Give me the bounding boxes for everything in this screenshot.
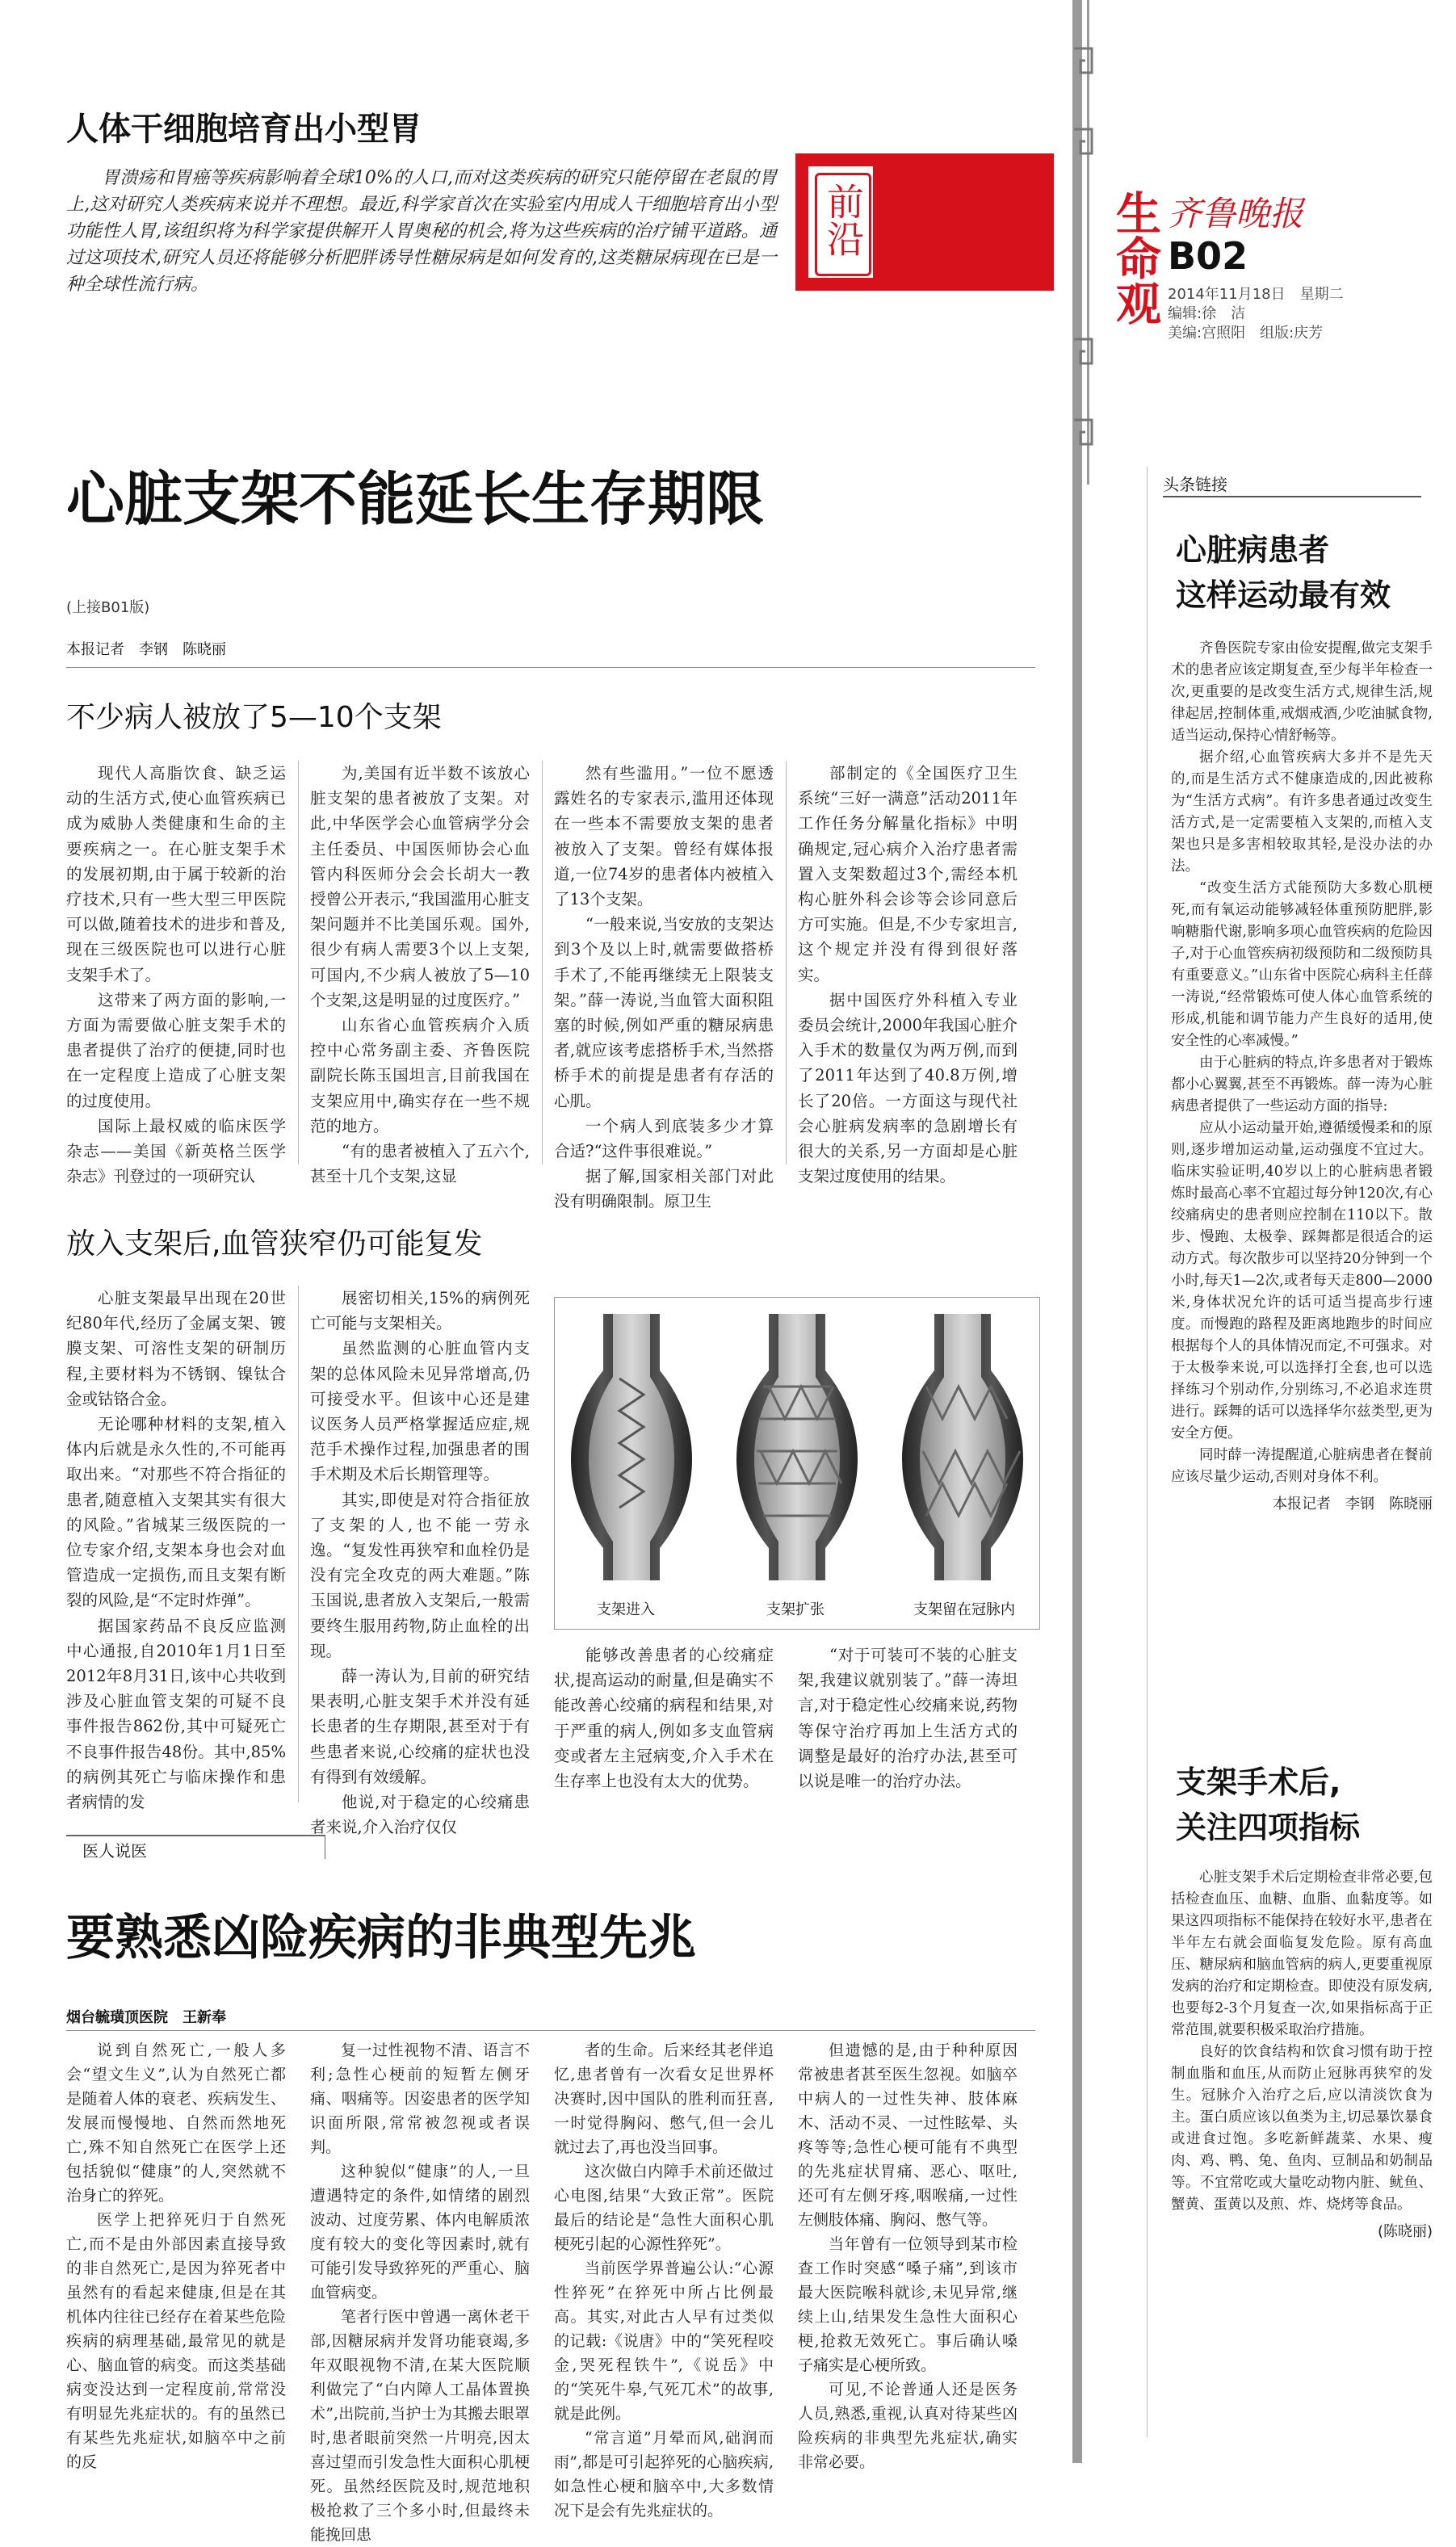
- figure-caption-expanding: 支架扩张: [766, 1601, 825, 1618]
- sidebar2-title-line1: 支架手术后,: [1176, 1764, 1341, 1800]
- date-line: 2014年11月18日 星期二: [1168, 286, 1344, 303]
- section1-column-3: 然有些滥用。”一位不愿透露姓名的专家表示,滥用还体现在一些本不需要放支架的患者被放入了支架。曾经有媒体报道,一位74岁的患者体内被植入了13个支架。 “一般来说,当安放的支架达到3个及以上时,就需要做搭桥手术了,不能再继续无上限装支架。”薛一涛说,当血管大面积阻塞的时候,例如严重的糖尿病患者,就应该考虑搭桥手术,当然搭桥手术的前提是患者有存活的心肌。 一个病人到底装多少才算合适?“这件事很难说。” 据了解,国家相关部门对此没有明确限制。原卫生: [554, 764, 774, 1211]
- third-column-2: 复一过性视物不清、语言不利;急性心梗前的短暂左侧牙痛、咽痛等。因姿患者的医学知识面所限,常常被忽视或者误判。 这种貌似“健康”的人,一旦遭遇特定的条件,如情绪的剧烈波动、过度劳累、体内电解质浓度有较大的变化等因素时,就有可能引发导致猝死的严重心、脑血管病变。 笔者行医中曾遇一离休老干部,因糖尿病并发肾功能衰竭,多年双眼视物不清,在某大医院顺利做完了“白内障人工晶体置换术”,出院前,当护士为其搬去眼罩时,患者眼前突然一片明亮,因太喜过望而引发急性大面积心肌梗死。虽然经医院及时,规范地积极抢救了三个多小时,但最终未能挽回患: [310, 2041, 530, 2544]
- section1-column-1: 现代人高脂饮食、缺乏运动的生活方式,使心血管疾病已成为威胁人类健康和生命的主要疾病之一。在心脏支架手术的发展初期,由于属于较新的治疗技术,只有一些大型三甲医院可以做,随着技术的进步和普及,现在三级医院也可以进行心脏支架手术了。 这带来了两方面的影响,一方面为需要做心脏支架手术的患者提供了治疗的便捷,同时也在一定程度上造成了心脏支架的过度使用。 国际上最权威的临床医学杂志——美国《新英格兰医学杂志》刊登过的一项研究认: [66, 764, 286, 1186]
- third-byline-rule: [66, 2030, 1035, 2031]
- third-column-1: 说到自然死亡,一般人多会“望文生义”,认为自然死亡都是随着人体的衰老、疾病发生、发展而慢慢地、自然而然地死亡,殊不知自然死亡在医学上还包括貌似“健康”的人,突然就不治身亡的猝死。 医学上把猝死归于自然死亡,而不是由外部因素直接导致的非自然死亡,是因为猝死者中虽然有的看起来健康,但是在其机体内往往已经存在着某些危险疾病的病理基础,最常见的就是心、脑血管的病变。而这类基础病变没达到一定程度前,常常没有明显先兆症状的。有的虽然已有某些先兆症状,如脑卒中之前的反: [66, 2041, 286, 2471]
- main-article-title: 心脏支架不能延长生存期限: [66, 465, 765, 533]
- third-column-3: 者的生命。后来经其老伴追忆,患者曾有一次看女足世界杯决赛时,因中国队的胜利而狂喜,一时觉得胸闷、憋气,但一会儿就过去了,再也没当回事。 这次做白内障手术前还做过心电图,结果“大致正常”。医院最后的结论是“急性大面积心肌梗死引起的心源性猝死”。 当前医学界普遍公认:“心源性猝死”在猝死中所占比例最高。其实,对此古人早有过类似的记载:《说唐》中的“笑死程咬金,哭死程铁牛”,《说岳》中的“笑死牛皋,气死兀术”的故事,就是此例。 “常言道”月晕而风,础润而雨”,都是可引起猝死的心脑疾病,如急性心梗和脑卒中,大多数情况下是会有先兆症状的。: [554, 2041, 774, 2520]
- section-stamp: [795, 153, 1054, 291]
- third-article-title: 要熟悉凶险疾病的非典型先兆: [66, 1910, 696, 1966]
- decorative-border-strip: [1072, 0, 1095, 2463]
- section2-column-3: 能够改善患者的心绞痛症状,提高运动的耐量,但是确实不能改善心绞痛的病程和结果,对于严重的病人,例如多支血管病变或者左主冠病变,介入手术在生存率上也没有太大的优势。: [554, 1646, 774, 1791]
- figure-caption-entering: 支架进入: [597, 1601, 655, 1618]
- column-label-box: [66, 1835, 325, 1859]
- section1-divider-2: [542, 761, 543, 1164]
- sidebar-label: 头条链接: [1163, 475, 1227, 494]
- continued-note: (上接B01版): [66, 599, 150, 616]
- section1-divider-1: [298, 761, 299, 1164]
- section2-column-2: 展密切相关,15%的病例死亡可能与支架相关。 虽然监测的心脏血管内支架的总体风险未见异常增高,仍可接受水平。但该中心还是建议医务人员严格掌握适应症,规范手术操作过程,加强患者的围手术期及术后长期管理等。 其实,即使是对符合指征放了支架的人,也不能一劳永逸。“复发性再狭窄和血栓仍是没有完全攻克的两大难题。”陈玉国说,患者放入支架后,一般需要终生服用药物,防止血栓的出现。 薛一涛认为,目前的研究结果表明,心脏支架手术并没有延长患者的生存期限,甚至对于有些患者来说,心绞痛的症状也没有得到有效缓解。 他说,对于稳定的心绞痛患者来说,介入治疗仅仅: [310, 1289, 530, 1837]
- figure-caption-placed: 支架留在冠脉内: [913, 1601, 1015, 1618]
- sidebar2-byline: (陈晓丽): [1377, 2223, 1433, 2240]
- section-stamp-text: 前沿: [821, 183, 865, 257]
- column-label: 医人说医: [82, 1841, 147, 1861]
- main-byline-rule: [66, 667, 1035, 668]
- lead-article-title: 人体干细胞培育出小型胃: [66, 111, 422, 148]
- sidebar2-title-line2: 关注四项指标: [1176, 1810, 1361, 1845]
- sidebar1-byline: 本报记者 李钢 陈晓丽: [1273, 1496, 1433, 1513]
- third-column-4: 但遗憾的是,由于种种原因常被患者甚至医生忽视。如脑卒中病人的一过性失神、肢体麻木、活动不灵、一过性眩晕、头疼等等;急性心梗可能有不典型的先兆症状胃痛、恶心、呕吐,还可有左侧牙疼,咽喉痛,一过性左侧肢体痛、胸闷、憋气等。 当年曾有一位领导到某市检查工作时突感“嗓子痛”,到该市最大医院喉科就诊,未见异常,继续上山,结果发生急性大面积心梗,抢救无效死亡。事后确认嗓子痛实是心梗所致。 可见,不论普通人还是医务人员,熟悉,重视,认真对待某些凶险疾病的非典型先兆症状,确实非常必要。: [798, 2041, 1018, 2471]
- section2-title: 放入支架后,血管狭窄仍可能复发: [66, 1227, 483, 1261]
- section2-column-4: “对于可装可不装的心脏支架,我建议就别装了。”薛一涛坦言,对于稳定性心绞痛来说,药物等保守治疗再加上生活方式的调整是最好的治疗办法,甚至可以说是唯一的治疗办法。: [798, 1646, 1018, 1791]
- section2-divider-1: [298, 1286, 299, 1802]
- designer-line: 美编:宫照阳 组版:庆芳: [1168, 325, 1324, 342]
- section2-column-1: 心脏支架最早出现在20世纪80年代,经历了金属支架、镀膜支架、可溶性支架的研制历程,主要材料为不锈钢、镍钛合金或钴铬合金。 无论哪种材料的支架,植入体内后就是永久性的,不可能再取出来。“对那些不符合指征的患者,随意植入支架其实有很大的风险。”省城某三级医院的一位专家介绍,支架本身也会对血管造成一定损伤,而且支架有断裂的风险,是“不定时炸弹”。 据国家药品不良反应监测中心通报,自2010年1月1日至2012年8月31日,该中心共收到涉及心脏血管支架的可疑不良事件报告862份,其中可疑死亡不良事件报告48份。其中,85%的病例其死亡与临床操作和患者病情的发: [66, 1289, 286, 1812]
- page-code: B02: [1168, 234, 1248, 278]
- sidebar1-title-line2: 这样运动最有效: [1176, 577, 1391, 613]
- paper-logo: 齐鲁晚报: [1168, 194, 1304, 233]
- sidebar1-title-line1: 心脏病患者: [1176, 532, 1330, 568]
- sidebar-label-rule: [1163, 496, 1421, 497]
- section1-column-2: 为,美国有近半数不该放心脏支架的患者被放了支架。对此,中华医学会心血管病学分会主任委员、中国医师协会心血管内科医师分会会长胡大一教授曾公开表示,“我国滥用心脏支架问题并不比美国乐观。国外,很少有病人需要3个以上支架,可国内,不少病人被放了5—10个支架,这是明显的过度医疗。” 山东省心血管疾病介入质控中心常务副主委、齐鲁医院副院长陈玉国坦言,目前我国在支架应用中,确实存在一些不规范的地方。 “有的患者被植入了五六个,甚至十几个支架,这显: [310, 764, 530, 1186]
- sidebar2-body: 心脏支架手术后定期检查非常必要,包括检查血压、血糖、血脂、血黏度等。如果这四项指标不能保持在较好水平,患者在半年左右就会面临复发危险。原有高血压、糖尿病和脑血管病的病人,更要重视原发病的治疗和定期检查。即使没有原发病,也要每2-3个月复查一次,如果指标高于正常范围,就要积极采取治疗措施。 良好的饮食结构和饮食习惯有助于控制血脂和血压,从而防止冠脉再狭窄的发生。冠脉介入治疗之后,应以清淡饮食为主。蛋白质应该以鱼类为主,切忌暴饮暴食或进食过饱。多吃新鲜蔬菜、水果、瘦肉、鸡、鸭、兔、鱼肉、豆制品和奶制品等。不宜常吃或大量吃动物内脏、鱿鱼、蟹黄、蛋黄以及煎、炸、烧烤等食品。 (陈晓丽): [1171, 1867, 1433, 2243]
- section1-divider-3: [786, 761, 787, 1164]
- editor-line: 编辑:徐 洁: [1168, 305, 1246, 322]
- lead-article-body: 胃溃疡和胃癌等疾病影响着全球10%的人口,而对这类疾病的研究只能停留在老鼠的胃上,这对研究人类疾病来说并不理想。最近,科学家首次在实验室内用成人干细胞培育出小型功能性人胃,该组织将为科学家提供解开人胃奥秘的机会,将为这些疾病的治疗铺平道路。通过这项技术,研究人员还将能够分析肥胖诱导性糖尿病是如何发育的,这类糖尿病现在已是一种全球性流行病。: [66, 168, 777, 295]
- main-byline: 本报记者 李钢 陈晓丽: [66, 641, 226, 658]
- sidebar1-body: 齐鲁医院专家由俭安提醒,做完支架手术的患者应该定期复查,至少每半年检查一次,更重要的是改变生活方式,规律生活,规律起居,控制体重,戒烟戒酒,少吃油腻食物,适当运动,保持心情舒畅等。 据介绍,心血管疾病大多并不是先天的,而是生活方式不健康造成的,因此被称为“生活方式病”。有许多患者通过改变生活方式,是一定需要植入支架的,而植入支架也只是多害相较取其轻,是没办法的办法。 “改变生活方式能预防大多数心肌梗死,而有氧运动能够减轻体重预防肥胖,影响糖脂代谢,影响多项心血管疾病的危险因子,对于心血管疾病初级预防和二级预防具有重要意义。”山东省中医院心病科主任薛一涛说,“经常锻炼可使人体心血管系统的形成,机能和调节能力产生良好的适用,使安全性的心率减慢。” 由于心脏病的特点,许多患者对于锻炼都小心翼翼,甚至不再锻炼。薛一涛为心脏病患者提供了一些运动方面的指导: 应从小运动量开始,遵循缓慢柔和的原则,逐步增加运动量,运动强度不宜过大。临床实验证明,40岁以上的心脏病患者锻炼时最高心率不宜超过每分钟120次,有心绞痛病史的患者则应控制在110以下。散步、慢跑、太极拳、踩舞都是很适合的运动方式。每次散步可以坚持20分钟到一个小时,每天1—2次,或者每天走800—2000米,身体状况允许的话可适当提高步行速度。而慢跑的路程及距离地跑步的时间应根据每个人的具体情况而定,不可强求。对于太极拳来说,可以选择打全套,也可以选择练习个别动作,分别练习,不必追求连贯进行。踩舞的话可以选择华尔兹类型,更为安全方便。 同时薛一涛提醒道,心脏病患者在餐前应该尽量少运动,否则对身体不利。 本报记者 李钢 陈晓丽: [1171, 638, 1433, 1515]
- third-byline: 烟台毓璜顶医院 王新奉: [66, 2009, 226, 2026]
- stent-figure: [554, 1297, 1040, 1630]
- section1-title: 不少病人被放了5—10个支架: [66, 701, 442, 734]
- sidebar-divider: [1147, 467, 1148, 2437]
- section1-column-4: 部制定的《全国医疗卫生系统“三好一满意”活动2011年工作任务分解量化指标》中明确规定,冠心病介入治疗患者需置入支架数超过3个,需经本机构心脏外科会诊等会诊同意后方可实施。但是,不少专家坦言,这个规定并没有得到很好落实。 据中国医疗外科植入专业委员会统计,2000年我国心脏介入手术的数量仅为两万例,而到了2011年达到了40.8万例,增长了20倍。一方面这与现代社会心脏病发病率的急剧增长有很大的关系,另一方面却是心脏支架过度使用的结果。: [798, 764, 1018, 1186]
- column-name: 生命观: [1109, 190, 1161, 325]
